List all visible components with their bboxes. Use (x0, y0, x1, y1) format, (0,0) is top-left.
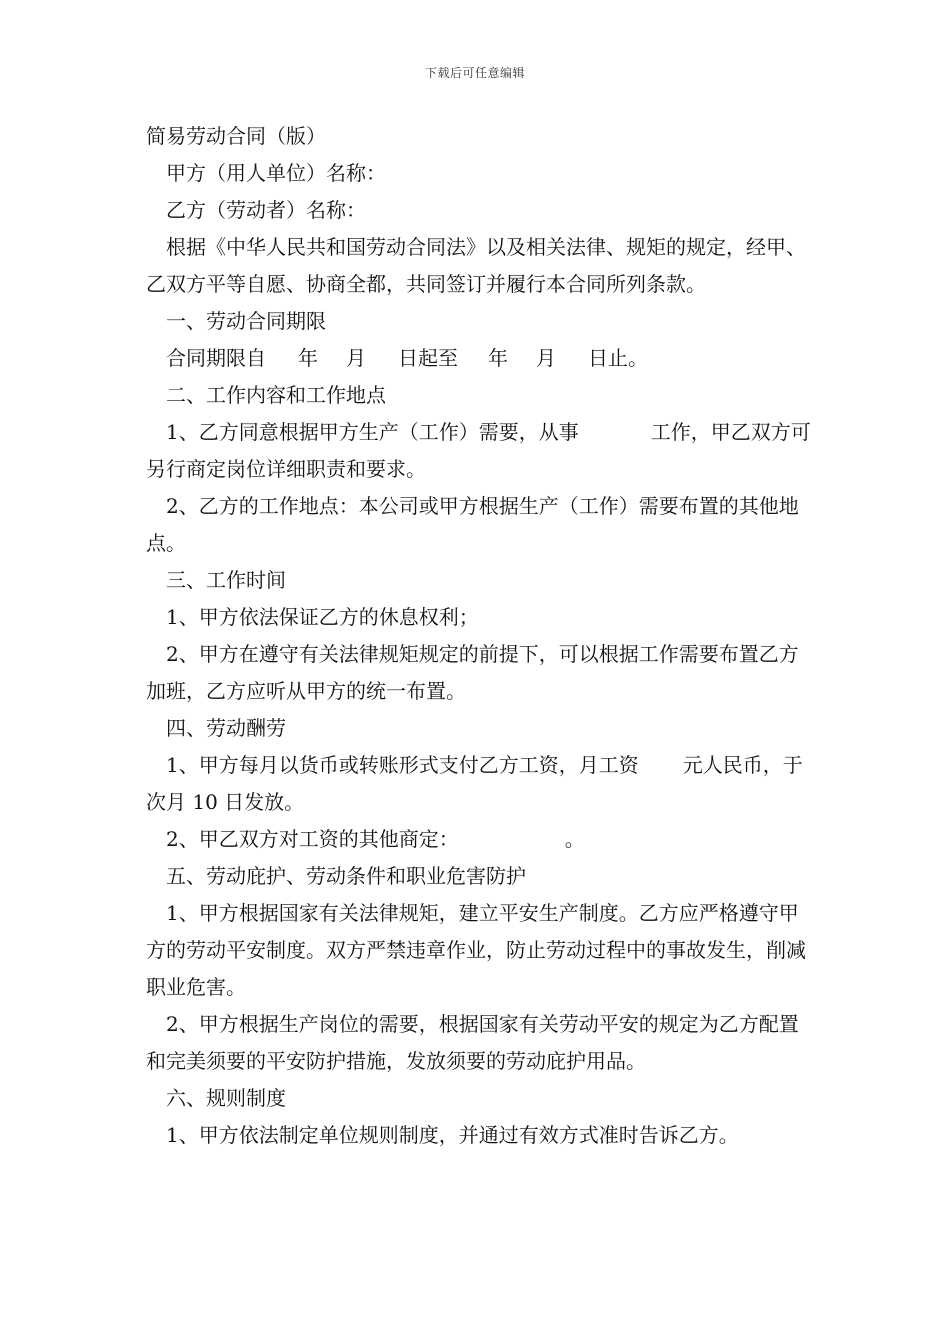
contract-body (146, 118, 818, 1154)
section-6-title: 六、规则制度 (166, 1086, 286, 1110)
section-5-title: 五、劳动庇护、劳动条件和职业危害防护 (166, 864, 526, 888)
other-salary-text: 2、甲乙双方对工资的其他商定： (166, 827, 459, 851)
term-end-day-label: 日止。 (588, 346, 648, 370)
salary-text-cont: 元人民币，于次月 10 日发放。 (146, 753, 803, 814)
section-1-term-line (146, 340, 818, 377)
section-2-clause-1 (146, 414, 818, 488)
document-title: 简易劳动合同（版） (146, 124, 326, 148)
section-3-clause-1: 1、甲方依法保证乙方的休息权利； (166, 605, 479, 629)
page-header-note: 下载后可任意编辑 (424, 66, 525, 80)
intro-paragraph: 根据《中华人民共和国劳动合同法》以及相关法律、规矩的规定，经甲、乙双方平等自愿、协商全都，共同签订并履行本合同所列条款。 (146, 235, 806, 296)
section-2-clause-2: 2、乙方的工作地点：本公司或甲方根据生产（工作）需要布置的其他地点。 (146, 494, 799, 555)
section-6-clause-1: 1、甲方依法制定单位规则制度，并通过有效方式准时告诉乙方。 (166, 1123, 739, 1147)
section-5-clause-2: 2、甲方根据生产岗位的需要，根据国家有关劳动平安的规定为乙方配置和完美须要的平安防护措施，发放须要的劳动庇护用品。 (146, 1012, 799, 1073)
job-content-text: 1、乙方同意根据甲方生产（工作）需要，从事 (166, 420, 579, 444)
section-2-title: 二、工作内容和工作地点 (166, 383, 386, 407)
section-3-clause-2: 2、甲方在遵守有关法律规矩规定的前提下，可以根据工作需要布置乙方加班，乙方应听从甲方的统一布置。 (146, 642, 799, 703)
salary-text: 1、甲方每月以货币或转账形式支付乙方工资，月工资 (166, 753, 639, 777)
section-5-clause-1: 1、甲方根据国家有关法律规矩，建立平安生产制度。乙方应严格遵守甲方的劳动平安制度。双方严禁违章作业，防止劳动过程中的事故发生，削减职业危害。 (146, 901, 806, 999)
section-1-title: 一、劳动合同期限 (166, 309, 326, 333)
section-3-title: 三、工作时间 (166, 568, 286, 592)
term-end-month-label: 月 (536, 346, 556, 370)
term-from-label: 合同期限自 (166, 346, 266, 370)
term-month-label: 月 (346, 346, 366, 370)
section-4-title: 四、劳动酬劳 (166, 716, 286, 740)
other-salary-end: 。 (564, 827, 585, 851)
term-year-label: 年 (298, 346, 318, 370)
term-until-label: 日起至 (398, 346, 458, 370)
party-a-name-line: 甲方（用人单位）名称： (166, 161, 386, 185)
section-4-clause-1 (146, 747, 818, 821)
job-content-text-cont: 工作，甲乙双方可另行商定岗位详细职责和要求。 (146, 420, 811, 481)
section-4-clause-2 (146, 821, 818, 858)
term-end-year-label: 年 (488, 346, 508, 370)
party-b-name-line: 乙方（劳动者）名称： (166, 198, 366, 222)
